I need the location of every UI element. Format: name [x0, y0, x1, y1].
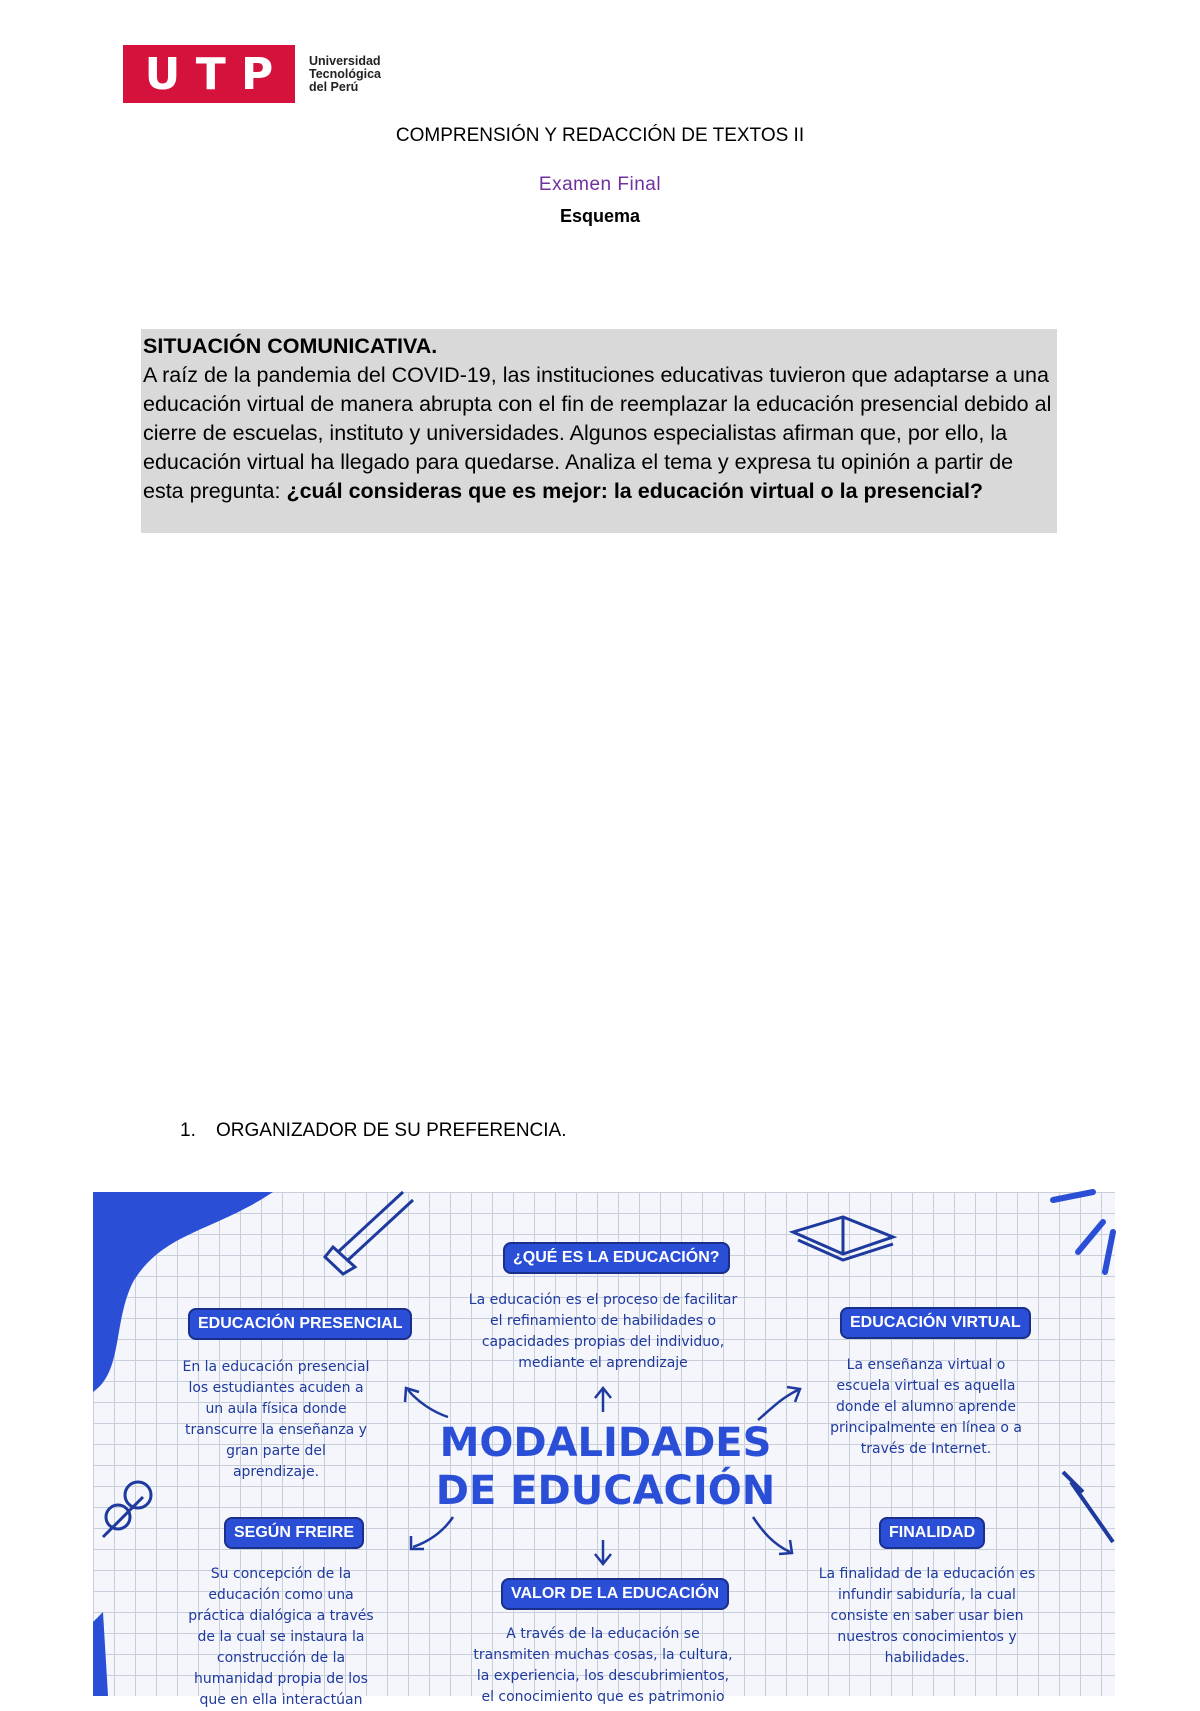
- concept-map-image: [93, 1192, 1115, 1708]
- corner-blob-bottom-left: [93, 1612, 108, 1696]
- text-que-es: La educación es el proceso de facilitar el refinamiento de habilidades o capacidades propias del individuo, mediante el aprendizaje: [468, 1292, 738, 1371]
- pencil-strokes-icon: [1053, 1192, 1113, 1272]
- brush-icon: [1063, 1472, 1113, 1542]
- label-freire: SEGÚN FREIRE: [224, 1517, 364, 1549]
- situation-body: A raíz de la pandemia del COVID-19, las instituciones educativas tuvieron que adaptarse a una educación virtual de manera abrupta con el fin de reemplazar la educación presencial debido al cierre de escuelas, instituto y universidades. Algunos especialistas afirman que, por ello, la educación virtual ha llegado para quedarse. Analiza el tema y expresa tu opinión a partir de esta pregunta:: [143, 363, 1052, 503]
- exam-title: Examen Final: [538, 174, 662, 195]
- text-presencial: En la educación presencial los estudiantes acuden a un aula física donde transcurre la enseñanza y gran parte del aprendizaje.: [182, 1359, 370, 1480]
- section-heading: [180, 1120, 567, 1142]
- text-finalidad: La finalidad de la educación es infundir sabiduría, la cual consiste en saber usar bien nuestros conocimientos y habilidades.: [818, 1566, 1036, 1666]
- situation-question: ¿cuál consideras que es mejor: la educación virtual o la presencial?: [286, 479, 984, 503]
- text-valor: A través de la educación se transmiten muchas cosas, la cultura, la experiencia, los descubrimientos, el conocimiento que es patrimonio: [473, 1626, 733, 1705]
- text-virtual: La enseñanza virtual o escuela virtual es aquella donde el alumno aprende principalmente en línea o a través de Internet.: [830, 1357, 1022, 1457]
- scheme-title: Esquema: [559, 206, 641, 226]
- logo-letters: U T P: [144, 48, 274, 100]
- situation-box: [141, 329, 1057, 533]
- main-title: MODALIDADES DE EDUCACIÓN: [435, 1420, 776, 1514]
- logo-line-3: del Perú: [309, 79, 359, 94]
- label-finalidad: FINALIDAD: [879, 1517, 985, 1549]
- course-title: COMPRENSIÓN Y REDACCIÓN DE TEXTOS II: [395, 125, 805, 146]
- section-number: 1.: [180, 1120, 196, 1141]
- label-que-es: ¿QUÉ ES LA EDUCACIÓN?: [503, 1242, 730, 1274]
- section-title: ORGANIZADOR DE SU PREFERENCIA.: [216, 1120, 567, 1141]
- text-freire: Su concepción de la educación como una práctica dialógica a través de la cual se instaura la construcción de la humanidad propia de los que en ella interactúan: [188, 1566, 374, 1708]
- pen-icon: [325, 1192, 413, 1274]
- utp-logo-mark: [123, 45, 295, 103]
- label-presencial: EDUCACIÓN PRESENCIAL: [188, 1308, 412, 1340]
- scissors-icon: [103, 1482, 151, 1537]
- logo-line-1: Universidad: [309, 53, 381, 68]
- logo-line-2: Tecnológica: [309, 66, 382, 81]
- situation-heading: SITUACIÓN COMUNICATIVA.: [143, 334, 438, 358]
- book-icon: [793, 1217, 893, 1260]
- label-virtual: EDUCACIÓN VIRTUAL: [840, 1307, 1031, 1339]
- utp-logo: [123, 45, 381, 103]
- label-valor: VALOR DE LA EDUCACIÓN: [501, 1578, 729, 1610]
- logo-wordmark: [309, 55, 381, 94]
